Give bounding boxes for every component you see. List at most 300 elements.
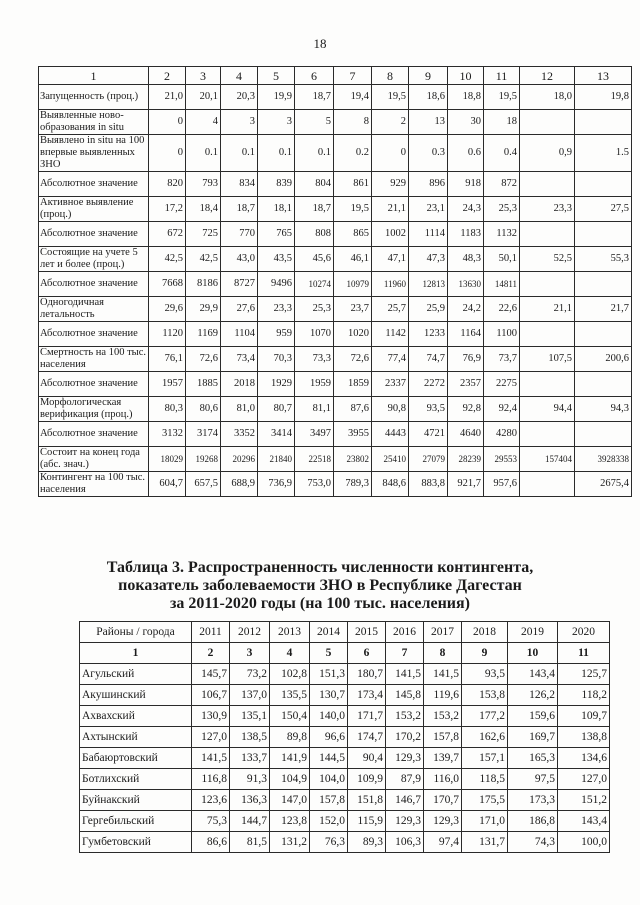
table-cell: 28239 [448,447,484,472]
table-cell: 29,6 [149,297,186,322]
row-label: Морфологическая верификация (проц.) [39,397,149,422]
table-cell: 129,3 [424,811,462,832]
column-number: 10 [508,643,558,664]
table-cell: 0.1 [295,135,334,172]
table-row [39,197,632,222]
table-title-line: показатель заболеваемости ЗНО в Республике Дагестан [118,577,522,594]
table-cell: 0 [149,110,186,135]
table-cell: 173,4 [348,685,386,706]
column-header: 2013 [270,622,310,643]
district-name: Буйнакский [80,790,192,811]
district-name: Гумбетовский [80,832,192,853]
table-cell: 19,5 [372,85,409,110]
table-cell: 73,7 [484,347,520,372]
table-cell: 13 [409,110,448,135]
table-row [39,372,632,397]
table-cell: 106,3 [386,832,424,853]
table-cell: 97,5 [508,769,558,790]
table-row [80,769,610,790]
table-cell: 175,5 [462,790,508,811]
table-cell: 18,7 [221,197,258,222]
column-number-row [80,643,610,664]
table-cell: 127,0 [192,727,230,748]
table-cell: 144,7 [230,811,270,832]
table-row [39,347,632,372]
table-cell: 804 [295,172,334,197]
table-cell: 0.3 [409,135,448,172]
table-cell: 55,3 [575,247,632,272]
table-cell: 3 [258,110,295,135]
table-cell: 0.1 [221,135,258,172]
table-cell: 180,7 [348,664,386,685]
row-label: Абсолютное значение [39,222,149,247]
table-cell: 18,0 [520,85,575,110]
table-cell: 119,6 [424,685,462,706]
row-label: Активное выявление (проц.) [39,197,149,222]
table-cell: 808 [295,222,334,247]
table-cell: 76,9 [448,347,484,372]
table-row [39,422,632,447]
column-number: 6 [348,643,386,664]
table-cell: 1132 [484,222,520,247]
column-header: 2012 [230,622,270,643]
table-cell: 25,7 [372,297,409,322]
table-cell: 130,9 [192,706,230,727]
table-cell: 81,5 [230,832,270,853]
table-cell: 1885 [186,372,221,397]
table-cell: 1.5 [575,135,632,172]
column-number: 3 [230,643,270,664]
row-label: Выявлено in situ на 100 впервые выявленных ЗНО [39,135,149,172]
table-cell: 81,1 [295,397,334,422]
table-row [80,706,610,727]
table-row [39,272,632,297]
table-cell: 3352 [221,422,258,447]
table-cell: 10979 [334,272,372,297]
table-row [80,727,610,748]
table-cell: 2337 [372,372,409,397]
table-cell: 2275 [484,372,520,397]
district-name: Бабаюртовский [80,748,192,769]
table-cell: 93,5 [409,397,448,422]
table-cell: 171,0 [462,811,508,832]
table-cell: 2357 [448,372,484,397]
table-cell: 1142 [372,322,409,347]
table-cell: 118,2 [558,685,610,706]
table-cell: 11960 [372,272,409,297]
table-cell: 135,1 [230,706,270,727]
column-header: 2011 [192,622,230,643]
table-cell: 24,3 [448,197,484,222]
table-cell: 77,4 [372,347,409,372]
table-cell [575,272,632,297]
column-number: 5 [310,643,348,664]
table-cell: 8186 [186,272,221,297]
table-cell: 2018 [221,372,258,397]
table-cell: 47,1 [372,247,409,272]
column-number: 4 [221,67,258,85]
table-cell: 141,5 [424,664,462,685]
table-title [40,559,600,613]
table-cell: 959 [258,322,295,347]
table-row [39,85,632,110]
table-cell: 19,8 [575,85,632,110]
table-row [80,664,610,685]
table-cell: 94,4 [520,397,575,422]
table-cell: 14811 [484,272,520,297]
table-cell: 23,7 [334,297,372,322]
table-cell [575,172,632,197]
table-cell: 17,2 [149,197,186,222]
table-cell: 70,3 [258,347,295,372]
table-cell: 23,1 [409,197,448,222]
table-cell: 1114 [409,222,448,247]
table-cell: 820 [149,172,186,197]
table-cell [575,322,632,347]
table-cell: 1169 [186,322,221,347]
table-cell: 74,3 [508,832,558,853]
table-cell: 123,8 [270,811,310,832]
table-cell: 839 [258,172,295,197]
table-cell: 200,6 [575,347,632,372]
district-name: Гергебильский [80,811,192,832]
table-cell: 1120 [149,322,186,347]
column-number: 9 [462,643,508,664]
table-cell: 18 [484,110,520,135]
table-cell: 24,2 [448,297,484,322]
table-cell: 21,0 [149,85,186,110]
table-cell: 0.6 [448,135,484,172]
table-cell: 8 [334,110,372,135]
table-cell [520,222,575,247]
table-cell: 0.2 [334,135,372,172]
table-cell: 159,6 [508,706,558,727]
table-row [80,811,610,832]
table-cell: 1104 [221,322,258,347]
table-cell: 138,5 [230,727,270,748]
table-cell [520,372,575,397]
table-cell: 104,9 [270,769,310,790]
table-cell: 9496 [258,272,295,297]
table-cell: 21,1 [372,197,409,222]
table-cell: 19268 [186,447,221,472]
table-cell: 4280 [484,422,520,447]
table-cell: 604,7 [149,472,186,497]
table-cell: 20,1 [186,85,221,110]
table-cell: 153,2 [386,706,424,727]
table-title-line: за 2011-2020 годы (на 100 тыс. населения) [170,595,470,612]
table-cell: 1957 [149,372,186,397]
row-label: Запущенность (проц.) [39,85,149,110]
page-number: 18 [313,36,327,51]
table-cell: 73,3 [295,347,334,372]
table-cell: 94,3 [575,397,632,422]
table-cell: 13630 [448,272,484,297]
table-cell: 80,6 [186,397,221,422]
table-cell: 0 [149,135,186,172]
table-cell: 20296 [221,447,258,472]
district-name: Ахтынский [80,727,192,748]
table-cell: 143,4 [508,664,558,685]
table-cell: 25,3 [484,197,520,222]
column-header: 2018 [462,622,508,643]
row-label: Контингент на 100 тыс. населения [39,472,149,497]
table-cell: 141,5 [192,748,230,769]
table-cell: 20,3 [221,85,258,110]
table-cell: 150,4 [270,706,310,727]
table-cell: 136,3 [230,790,270,811]
table-cell: 157,8 [310,790,348,811]
table-cell: 865 [334,222,372,247]
table-cell: 89,3 [348,832,386,853]
table-cell: 4640 [448,422,484,447]
header-row [80,622,610,643]
row-label: Выявленные ново-образования in situ [39,110,149,135]
table-cell: 90,8 [372,397,409,422]
table-cell: 23,3 [520,197,575,222]
table-cell: 102,8 [270,664,310,685]
table-cell: 19,5 [484,85,520,110]
column-number: 2 [192,643,230,664]
row-label: Абсолютное значение [39,322,149,347]
table-cell: 957,6 [484,472,520,497]
table-cell: 80,7 [258,397,295,422]
header-row [39,67,632,85]
table-cell: 106,7 [192,685,230,706]
table-cell: 72,6 [186,347,221,372]
table-cell: 52,5 [520,247,575,272]
table-cell: 10274 [295,272,334,297]
table-cell: 135,5 [270,685,310,706]
table-cell [520,322,575,347]
column-number: 9 [409,67,448,85]
table-cell: 174,7 [348,727,386,748]
table-cell: 133,7 [230,748,270,769]
table-cell: 834 [221,172,258,197]
table-cell: 4443 [372,422,409,447]
table-cell: 186,8 [508,811,558,832]
table-cell: 137,0 [230,685,270,706]
table-row [39,247,632,272]
table-cell: 157404 [520,447,575,472]
table-cell: 100,0 [558,832,610,853]
table-cell: 3 [221,110,258,135]
column-number: 4 [270,643,310,664]
table-row [39,447,632,472]
table-cell: 118,5 [462,769,508,790]
table-cell: 2272 [409,372,448,397]
table-cell: 145,7 [192,664,230,685]
table-cell: 169,7 [508,727,558,748]
table-cell: 170,2 [386,727,424,748]
table-cell: 131,2 [270,832,310,853]
table-cell: 42,5 [186,247,221,272]
table-cell: 146,7 [386,790,424,811]
table-cell: 2 [372,110,409,135]
table-cell: 97,4 [424,832,462,853]
table-cell: 151,8 [348,790,386,811]
table-cell: 25,9 [409,297,448,322]
table-cell: 3414 [258,422,295,447]
table-cell: 76,3 [310,832,348,853]
table-cell: 45,6 [295,247,334,272]
table-cell: 1164 [448,322,484,347]
column-number: 7 [386,643,424,664]
table-cell: 753,0 [295,472,334,497]
table-cell: 115,9 [348,811,386,832]
column-number: 8 [424,643,462,664]
table-cell: 116,0 [424,769,462,790]
table-cell: 86,6 [192,832,230,853]
row-label: Смертность на 100 тыс. населения [39,347,149,372]
table-cell: 141,5 [386,664,424,685]
table-cell: 139,7 [424,748,462,769]
table-cell: 127,0 [558,769,610,790]
column-number: 7 [334,67,372,85]
table-cell: 3955 [334,422,372,447]
column-header: 2016 [386,622,424,643]
table-row [39,222,632,247]
table-cell: 4721 [409,422,448,447]
table-cell: 73,4 [221,347,258,372]
table-cell: 87,9 [386,769,424,790]
column-number: 5 [258,67,295,85]
table-cell: 123,6 [192,790,230,811]
column-number: 6 [295,67,334,85]
table-cell: 90,4 [348,748,386,769]
table-cell: 7668 [149,272,186,297]
table-cell: 1002 [372,222,409,247]
table-cell: 0 [372,135,409,172]
table-cell: 1233 [409,322,448,347]
column-number: 1 [80,643,192,664]
table-cell: 21,7 [575,297,632,322]
table-cell: 725 [186,222,221,247]
table-cell: 129,3 [386,811,424,832]
table-cell: 18,1 [258,197,295,222]
table-cell: 18,7 [295,197,334,222]
table-cell: 134,6 [558,748,610,769]
table-cell: 25410 [372,447,409,472]
table-cell: 107,5 [520,347,575,372]
table-cell [575,110,632,135]
prevalence-table [79,621,610,853]
table-cell: 141,9 [270,748,310,769]
table-cell: 157,1 [462,748,508,769]
row-label: Состоит на конец года (абс. знач.) [39,447,149,472]
row-label: Абсолютное значение [39,422,149,447]
table-cell: 18029 [149,447,186,472]
table-cell [520,272,575,297]
table-cell: 93,5 [462,664,508,685]
table-cell: 177,2 [462,706,508,727]
table-cell: 131,7 [462,832,508,853]
table-cell: 918 [448,172,484,197]
table-cell: 143,4 [558,811,610,832]
table-cell: 929 [372,172,409,197]
table-cell: 138,8 [558,727,610,748]
table-cell: 19,9 [258,85,295,110]
table-cell: 87,6 [334,397,372,422]
table-cell: 861 [334,172,372,197]
table-cell: 848,6 [372,472,409,497]
table-cell: 173,3 [508,790,558,811]
table-cell: 21,1 [520,297,575,322]
table-cell: 151,3 [310,664,348,685]
table-cell: 171,7 [348,706,386,727]
table-cell [520,472,575,497]
column-header: 2014 [310,622,348,643]
table-cell: 1859 [334,372,372,397]
table-cell: 22,6 [484,297,520,322]
table-cell: 921,7 [448,472,484,497]
table-cell: 170,7 [424,790,462,811]
column-header: 2015 [348,622,386,643]
table-cell: 1183 [448,222,484,247]
column-header: 2017 [424,622,462,643]
district-name: Ахвахский [80,706,192,727]
table-row [39,472,632,497]
table-cell: 140,0 [310,706,348,727]
table-cell: 1929 [258,372,295,397]
table-cell: 8727 [221,272,258,297]
table-cell: 872 [484,172,520,197]
table-cell: 657,5 [186,472,221,497]
column-number: 11 [558,643,610,664]
table-cell: 116,8 [192,769,230,790]
table-cell: 48,3 [448,247,484,272]
table-cell: 1020 [334,322,372,347]
table-cell: 27079 [409,447,448,472]
table-row [39,397,632,422]
table-cell: 153,8 [462,685,508,706]
column-number: 2 [149,67,186,85]
table-cell: 75,3 [192,811,230,832]
district-name: Агульский [80,664,192,685]
table-cell: 165,3 [508,748,558,769]
table-cell: 18,4 [186,197,221,222]
table-cell: 3928338 [575,447,632,472]
table-cell: 1070 [295,322,334,347]
table-cell: 4 [186,110,221,135]
table-cell: 789,3 [334,472,372,497]
table-cell: 151,2 [558,790,610,811]
table-cell: 1959 [295,372,334,397]
table-cell: 46,1 [334,247,372,272]
table-cell: 104,0 [310,769,348,790]
table-cell: 109,9 [348,769,386,790]
table-row [39,322,632,347]
table-cell [575,422,632,447]
column-number: 11 [484,67,520,85]
row-label: Абсолютное значение [39,172,149,197]
table-cell: 72,6 [334,347,372,372]
table-cell: 76,1 [149,347,186,372]
table-cell: 27,6 [221,297,258,322]
table-cell: 0.1 [258,135,295,172]
table-cell: 42,5 [149,247,186,272]
table-row [80,685,610,706]
table-cell: 153,2 [424,706,462,727]
table-cell: 21840 [258,447,295,472]
table-cell: 92,4 [484,397,520,422]
table-cell: 793 [186,172,221,197]
column-number: 10 [448,67,484,85]
table-cell: 152,0 [310,811,348,832]
table-cell: 96,6 [310,727,348,748]
table-cell: 144,5 [310,748,348,769]
table-cell: 736,9 [258,472,295,497]
